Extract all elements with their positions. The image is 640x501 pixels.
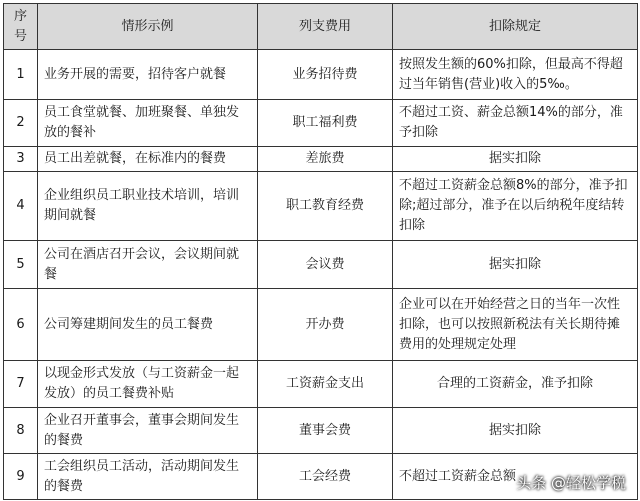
row-case: 公司在酒店召开会议，会议期间就餐 bbox=[38, 241, 258, 289]
table-row bbox=[4, 147, 638, 172]
row-case: 以现金形式发放（与工资薪金一起发放）的员工餐费补贴 bbox=[38, 361, 258, 408]
table-row bbox=[4, 408, 638, 454]
row-no: 2 bbox=[4, 100, 38, 147]
row-case: 员工出差就餐，在标准内的餐费 bbox=[38, 147, 258, 172]
row-rule: 不超过工资、薪金总额14%的部分，准予扣除 bbox=[393, 100, 638, 147]
row-no: 9 bbox=[4, 454, 38, 500]
row-expense: 职工教育经费 bbox=[258, 172, 393, 241]
expense-deduction-table bbox=[3, 3, 638, 500]
row-no: 8 bbox=[4, 408, 38, 454]
table-row bbox=[4, 50, 638, 100]
table-header-row bbox=[4, 4, 638, 50]
header-case: 情形示例 bbox=[38, 4, 258, 50]
row-case: 员工食堂就餐、加班聚餐、单独发放的餐补 bbox=[38, 100, 258, 147]
table-row bbox=[4, 361, 638, 408]
row-no: 5 bbox=[4, 241, 38, 289]
row-case: 工会组织员工活动，活动期间发生的餐费 bbox=[38, 454, 258, 500]
row-case: 业务开展的需要，招待客户就餐 bbox=[38, 50, 258, 100]
header-expense: 列支费用 bbox=[258, 4, 393, 50]
header-rule: 扣除规定 bbox=[393, 4, 638, 50]
row-no: 7 bbox=[4, 361, 38, 408]
row-rule: 不超过工资薪金总额 bbox=[393, 454, 638, 500]
watermark: 头条 @轻松学税 bbox=[516, 474, 626, 492]
row-expense: 差旅费 bbox=[258, 147, 393, 172]
row-case: 公司筹建期间发生的员工餐费 bbox=[38, 289, 258, 361]
row-rule: 据实扣除 bbox=[393, 147, 638, 172]
table-row bbox=[4, 241, 638, 289]
table-row bbox=[4, 289, 638, 361]
row-expense: 董事会费 bbox=[258, 408, 393, 454]
row-rule: 合理的工资薪金，准予扣除 bbox=[393, 361, 638, 408]
row-rule: 按照发生额的60%扣除，但最高不得超过当年销售(营业)收入的5‰。 bbox=[393, 50, 638, 100]
row-case: 企业组织员工职业技术培训，培训期间就餐 bbox=[38, 172, 258, 241]
row-expense: 会议费 bbox=[258, 241, 393, 289]
row-expense: 工会经费 bbox=[258, 454, 393, 500]
row-expense: 开办费 bbox=[258, 289, 393, 361]
row-no: 3 bbox=[4, 147, 38, 172]
row-case: 企业召开董事会，董事会期间发生的餐费 bbox=[38, 408, 258, 454]
row-no: 1 bbox=[4, 50, 38, 100]
row-expense: 业务招待费 bbox=[258, 50, 393, 100]
table-row bbox=[4, 100, 638, 147]
row-rule: 据实扣除 bbox=[393, 241, 638, 289]
row-no: 4 bbox=[4, 172, 38, 241]
row-rule: 不超过工资薪金总额8%的部分，准予扣除;超过部分，准予在以后纳税年度结转扣除 bbox=[393, 172, 638, 241]
row-expense: 工资薪金支出 bbox=[258, 361, 393, 408]
table-row bbox=[4, 172, 638, 241]
row-no: 6 bbox=[4, 289, 38, 361]
row-rule: 据实扣除 bbox=[393, 408, 638, 454]
header-no: 序号 bbox=[4, 4, 38, 50]
row-expense: 职工福利费 bbox=[258, 100, 393, 147]
row-rule: 企业可以在开始经营之日的当年一次性扣除，也可以按照新税法有关长期待摊费用的处理规定处理 bbox=[393, 289, 638, 361]
